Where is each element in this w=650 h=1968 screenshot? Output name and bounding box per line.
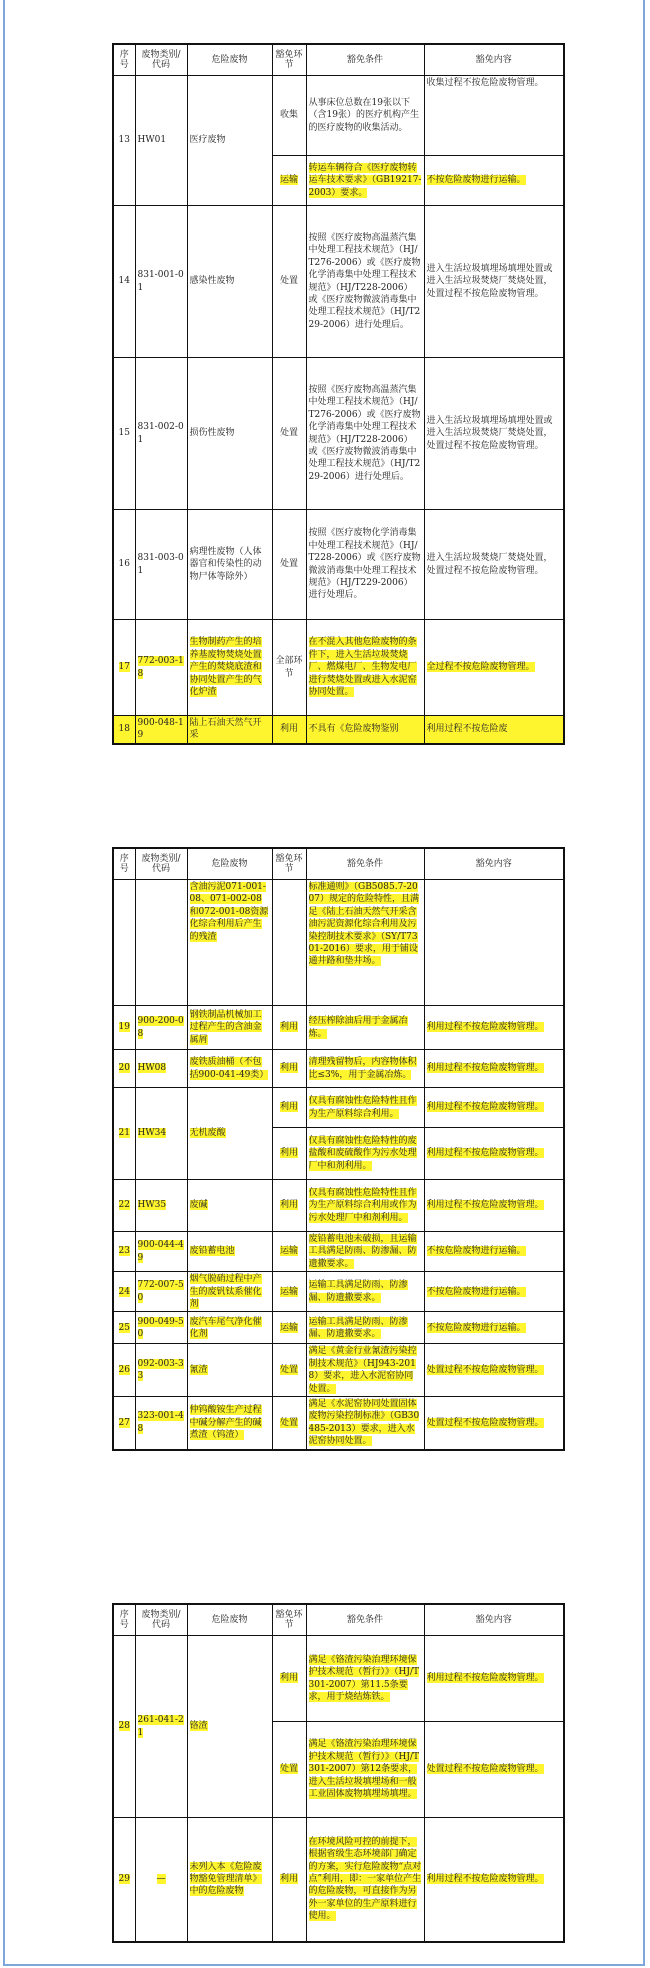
row-content: 利用过程不按危险废物管理。 xyxy=(426,1200,544,1211)
header-no: 序号 xyxy=(113,44,135,76)
row-stage: 利用 xyxy=(279,1022,298,1033)
row-no: 26 xyxy=(118,1365,130,1376)
row-condition: 满足《铬渣污染治理环境保护技术规范（暂行）》（HJ/T301-2007）第11.5条要求，用于烧结炼铁。 xyxy=(308,1654,419,1702)
row-stage: 运输 xyxy=(279,1246,298,1257)
row-code: 092-003-33 xyxy=(137,1358,184,1382)
row-code: 831-001-01 xyxy=(135,206,187,358)
row-no: 19 xyxy=(118,1022,130,1033)
row-content: 利用过程不按危险废物管理。 xyxy=(426,1063,544,1074)
row-waste: 废碱 xyxy=(189,1200,208,1211)
row-waste: 废汽车尾气净化催化剂 xyxy=(189,1316,262,1339)
row-code: 772-003-18 xyxy=(137,656,184,679)
table-row xyxy=(113,1006,564,1050)
row-no: 27 xyxy=(118,1417,130,1428)
table-header xyxy=(113,848,564,880)
table-row xyxy=(113,716,564,744)
row-code: 323-001-48 xyxy=(137,1411,184,1434)
row-stage: 利用 xyxy=(272,716,306,744)
row-waste: 烟气脱硝过程中产生的废钒钛系催化剂 xyxy=(189,1274,262,1310)
row-condition: 在环境风险可控的前提下，根据省级生态环境部门确定的方案，实行危险废物“点对点”利用，即：一家单位产生的危险废物，可直接作为另外一家单位的生产原料进行使用。 xyxy=(308,1836,422,1922)
row-code: HW35 xyxy=(137,1200,167,1211)
row-stage: 处置 xyxy=(279,1365,298,1376)
row-stage: 收集 xyxy=(272,76,306,156)
row-stage: 利用 xyxy=(279,1063,298,1074)
row-condition: 按照《医疗废物高温蒸汽集中处理工程技术规范》（HJ/T276-2006）或《医疗废物化学消毒集中处理工程技术规范》（HJ/T228-2006）或《医疗废物微波消毒集中处理工程技术规范》（HJ/T229-2006）进行处理后。 xyxy=(306,358,424,510)
row-code: 900-044-49 xyxy=(137,1240,184,1263)
table-page-1 xyxy=(112,43,563,745)
row-waste: 病理性废物（人体器官和传染性的动物尸体等除外） xyxy=(187,510,272,620)
row-content: 处置过程不按危险废物管理。 xyxy=(426,1764,544,1775)
row-no: 20 xyxy=(118,1063,130,1074)
row-code: 900-200-08 xyxy=(137,1016,184,1039)
row-no: 18 xyxy=(113,716,135,744)
row-no: 24 xyxy=(118,1286,130,1297)
row-stage: 利用 xyxy=(279,1874,298,1885)
row-stage: 处置 xyxy=(279,1764,298,1775)
row-waste: 无机废酸 xyxy=(189,1128,226,1139)
row-condition: 经压榨除油后用于金属冶炼。 xyxy=(308,1016,408,1039)
table-row xyxy=(113,1818,564,1942)
row-condition: 仅具有腐蚀性危险特性且作为生产原料综合利用。 xyxy=(308,1096,417,1119)
row-no: 28 xyxy=(118,1721,130,1732)
row-code: HW01 xyxy=(135,76,187,206)
row-condition: 仅具有腐蚀性危险特性且作为生产原料综合利用或作为污水处理厂中和剂利用。 xyxy=(308,1187,417,1223)
table-row xyxy=(113,620,564,716)
header-no: 序号 xyxy=(113,848,135,880)
row-code: — xyxy=(156,1874,166,1885)
row-condition: 运输工具满足防雨、防渗漏、防遗撒要求。 xyxy=(308,1280,408,1303)
row-no: 22 xyxy=(118,1200,130,1211)
header-stage: 豁免环节 xyxy=(272,44,306,76)
table-row xyxy=(113,510,564,620)
row-content: 收集过程不按危险废物管理。 xyxy=(424,76,564,156)
row-content: 利用过程不按危险废物管理。 xyxy=(426,1102,544,1113)
row-stage: 利用 xyxy=(279,1102,298,1113)
table-row xyxy=(113,1180,564,1232)
row-condition: 从事床位总数在19张以下（含19张）的医疗机构产生的医疗废物的收集活动。 xyxy=(306,76,424,156)
header-code: 废物类别/代码 xyxy=(135,1604,187,1636)
table-page-2 xyxy=(112,847,563,1451)
row-waste: 损伤性废物 xyxy=(187,358,272,510)
row-code: 261-041-21 xyxy=(137,1715,184,1738)
row-no: 17 xyxy=(118,662,130,673)
header-condition: 豁免条件 xyxy=(306,848,424,880)
header-content: 豁免内容 xyxy=(424,1604,564,1636)
header-condition: 豁免条件 xyxy=(306,1604,424,1636)
row-condition: 废铅蓄电池未破损，且运输工具满足防雨、防渗漏、防遗撒要求。 xyxy=(308,1234,417,1269)
row-content: 处置过程不按危险废物管理。 xyxy=(426,1365,544,1376)
header-condition: 豁免条件 xyxy=(306,44,424,76)
table-row xyxy=(113,880,564,1006)
row-waste: 未列入本《危险废物豁免管理清单》中的危险废物 xyxy=(189,1861,262,1897)
row-stage: 利用 xyxy=(279,1200,298,1211)
row-content: 进入生活垃圾填埋场填埋处置或进入生活垃圾焚烧厂焚烧处置，处置过程不按危险废物管理。 xyxy=(424,206,564,358)
row-waste: 废铁质油桶（不包括900-041-49类） xyxy=(189,1057,269,1080)
header-stage: 豁免环节 xyxy=(272,1604,306,1636)
row-waste: 陆上石油天然气开采 xyxy=(187,716,272,744)
table-row xyxy=(113,76,564,156)
row-content: 利用过程不按危险废物管理。 xyxy=(426,1874,544,1885)
row-stage: 利用 xyxy=(279,1148,298,1159)
row-content: 不按危险废物进行运输。 xyxy=(426,1322,526,1333)
table-row xyxy=(113,1232,564,1272)
row-content: 利用过程不按危险废 xyxy=(424,716,564,744)
row-condition: 满足《水泥窑协同处置固体废物污染控制标准》（GB30485-2013）要求，进入水泥窑协同处置。 xyxy=(308,1399,420,1447)
table-row xyxy=(113,1397,564,1450)
row-content: 利用过程不按危险废物管理。 xyxy=(426,1673,544,1684)
row-waste: 氰渣 xyxy=(189,1365,208,1376)
table-row xyxy=(113,1636,564,1722)
row-stage: 运输 xyxy=(279,175,298,186)
row-no: 13 xyxy=(113,76,135,206)
row-waste: 废铅蓄电池 xyxy=(189,1246,235,1257)
row-condition: 标准通则》（GB5085.7-2007）规定的危险特性，且满足《陆上石油天然气开采含油污泥资源化综合利用及污染控制技术要求》（SY/T7301-2016）要求，用于铺设通井路和垫井场。 xyxy=(308,882,419,967)
row-content: 不按危险废物进行运输。 xyxy=(426,1246,526,1257)
row-content: 不按危险废物进行运输。 xyxy=(426,175,526,186)
row-content: 处置过程不按危险废物管理。 xyxy=(426,1417,544,1428)
row-code: HW08 xyxy=(137,1063,167,1074)
row-condition: 不具有《危险废物鉴别 xyxy=(306,716,424,744)
table-page-3 xyxy=(112,1603,563,1943)
row-condition: 仅具有腐蚀性危险特性的废盐酸和废硫酸作为污水处理厂中和剂利用。 xyxy=(308,1135,417,1171)
row-condition: 按照《医疗废物高温蒸汽集中处理工程技术规范》（HJ/T276-2006）或《医疗废物化学消毒集中处理工程技术规范》（HJ/T228-2006）或《医疗废物微波消毒集中处理工程技术规范》（HJ/T229-2006）进行处理后。 xyxy=(306,206,424,358)
table-row xyxy=(113,1272,564,1312)
row-condition: 在不混入其他危险废物的条件下，进入生活垃圾焚烧厂、燃煤电厂、生物发电厂进行焚烧处置或进入水泥窑协同处置。 xyxy=(308,637,417,698)
row-condition: 按照《医疗废物化学消毒集中处理工程技术规范》（HJ/T228-2006）或《医疗废物微波消毒集中处理工程技术规范》（HJ/T229-2006）进行处理后。 xyxy=(306,510,424,620)
row-waste: 含油污泥071-001-08、071-002-08和072-001-08资源化综合利用后产生的残渣 xyxy=(189,882,269,942)
row-content: 进入生活垃圾填埋场填埋处置或进入生活垃圾焚烧厂焚烧处置，处置过程不按危险废物管理。 xyxy=(424,358,564,510)
row-condition: 清理残留物后，内容物体积比≤3%，用于金属冶炼。 xyxy=(308,1057,417,1080)
row-waste: 仲钨酸铵生产过程中碱分解产生的碱煮渣（钨渣） xyxy=(189,1405,262,1441)
row-code: 772-007-50 xyxy=(137,1280,184,1303)
row-content: 利用过程不按危险废物管理。 xyxy=(426,1022,544,1033)
row-content: 利用过程不按危险废物管理。 xyxy=(426,1148,544,1159)
table-row xyxy=(113,358,564,510)
table-row xyxy=(113,1050,564,1088)
row-no: 15 xyxy=(113,358,135,510)
header-content: 豁免内容 xyxy=(424,848,564,880)
row-no: 14 xyxy=(113,206,135,358)
row-stage: 处置 xyxy=(279,1417,298,1428)
row-code: 831-003-01 xyxy=(135,510,187,620)
header-waste: 危险废物 xyxy=(187,848,272,880)
row-stage: 全部环节 xyxy=(272,620,306,716)
row-no: 23 xyxy=(118,1246,130,1257)
row-code: HW34 xyxy=(137,1128,167,1139)
row-stage: 处置 xyxy=(272,206,306,358)
row-code: 900-048-19 xyxy=(135,716,187,744)
row-code: 831-002-01 xyxy=(135,358,187,510)
row-content: 不按危险废物进行运输。 xyxy=(426,1286,526,1297)
table-header xyxy=(113,44,564,76)
row-stage: 处置 xyxy=(272,510,306,620)
row-waste: 铬渣 xyxy=(189,1721,208,1732)
table-row xyxy=(113,206,564,358)
row-condition: 满足《黄金行业氰渣污染控制技术规范》（HJ943-2018）要求，进入水泥窑协同处置。 xyxy=(308,1346,417,1394)
row-condition: 转运车辆符合《医疗废物转运车技术要求》（GB19217-2003）要求。 xyxy=(308,162,422,198)
row-waste: 医疗废物 xyxy=(187,76,272,206)
table-header xyxy=(113,1604,564,1636)
row-stage: 处置 xyxy=(272,358,306,510)
row-no: 21 xyxy=(118,1128,130,1139)
row-waste: 生物制药产生的培养基废物焚烧处置产生的焚烧底渣和协同处置产生的气化炉渣 xyxy=(189,637,262,698)
row-no: 25 xyxy=(118,1322,130,1333)
row-stage: 运输 xyxy=(279,1322,298,1333)
header-content: 豁免内容 xyxy=(424,44,564,76)
table-row xyxy=(113,1088,564,1128)
row-content: 全过程不按危险废物管理。 xyxy=(426,662,535,673)
header-stage: 豁免环节 xyxy=(272,848,306,880)
header-waste: 危险废物 xyxy=(187,44,272,76)
row-waste: 钢铁制品机械加工过程产生的含油金属屑 xyxy=(189,1009,262,1045)
row-condition: 满足《铬渣污染治理环境保护技术规范（暂行）》（HJ/T301-2007）第12条要求，进入生活垃圾填埋场和一般工业固体废物填埋场填埋。 xyxy=(308,1739,419,1800)
header-code: 废物类别/代码 xyxy=(135,44,187,76)
row-content: 进入生活垃圾焚烧厂焚烧处置，处置过程不按危险废物管理。 xyxy=(424,510,564,620)
row-stage: 利用 xyxy=(279,1673,298,1684)
row-waste: 感染性废物 xyxy=(187,206,272,358)
row-stage: 运输 xyxy=(279,1286,298,1297)
row-condition: 运输工具满足防雨、防渗漏、防遗撒要求。 xyxy=(308,1316,408,1339)
table-row xyxy=(113,1344,564,1397)
row-no: 29 xyxy=(118,1874,130,1885)
header-waste: 危险废物 xyxy=(187,1604,272,1636)
header-code: 废物类别/代码 xyxy=(135,848,187,880)
header-no: 序号 xyxy=(113,1604,135,1636)
row-code: 900-049-50 xyxy=(137,1316,184,1339)
table-row xyxy=(113,1312,564,1344)
row-no: 16 xyxy=(113,510,135,620)
